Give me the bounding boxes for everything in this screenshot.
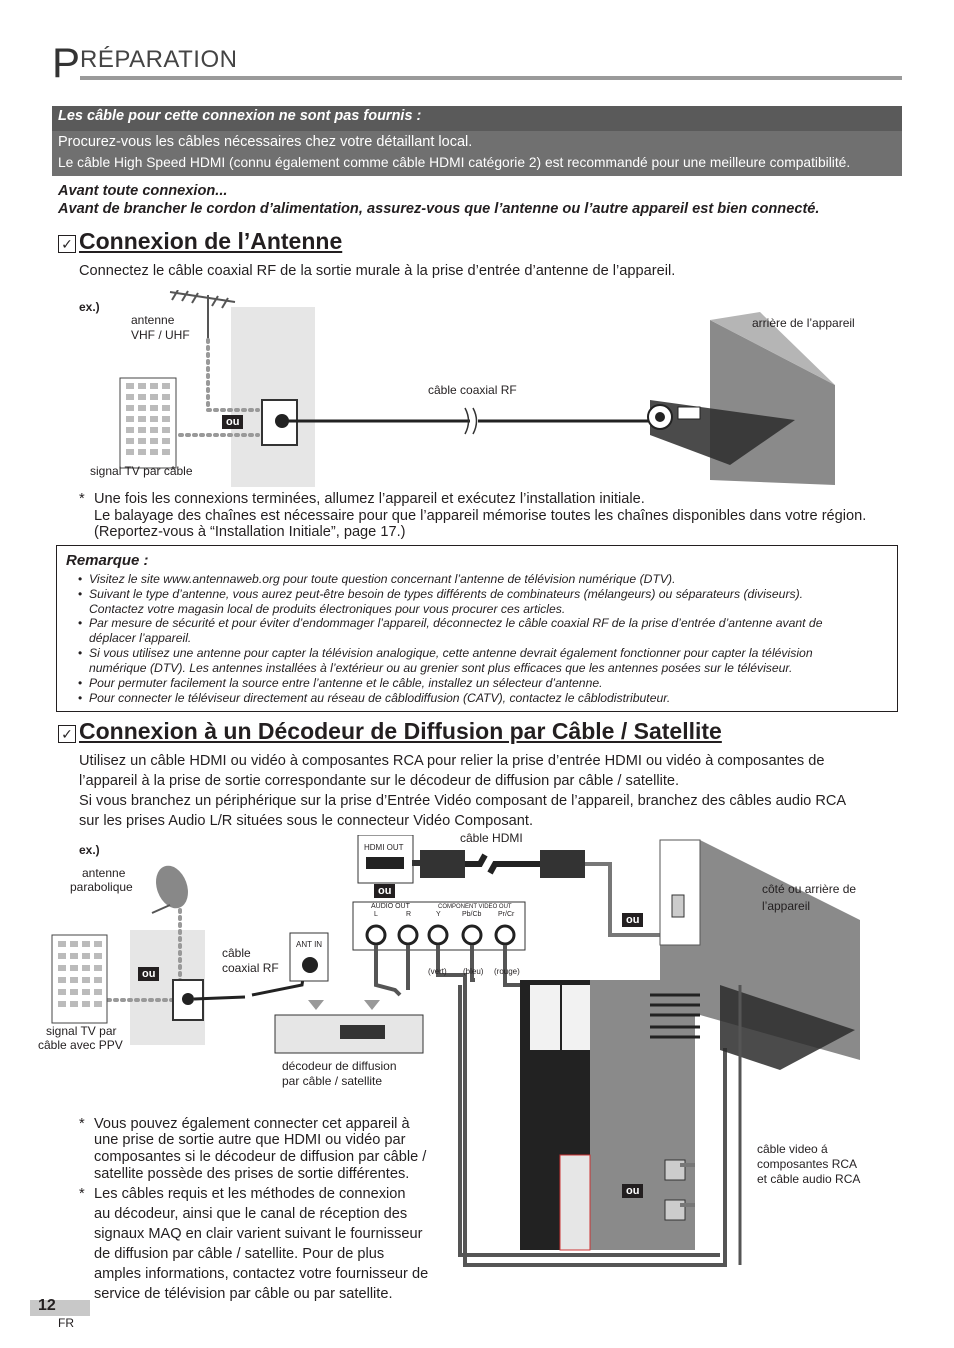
y-label: Y bbox=[436, 911, 441, 918]
header-initial: P bbox=[52, 39, 81, 86]
bullet: • bbox=[78, 572, 83, 586]
hdmi-plug bbox=[540, 850, 585, 878]
note-line1: Une fois les connexions terminées, allumez l’appareil et exécutez l’installation initiale. bbox=[94, 491, 645, 507]
remark-item: Contactez votre magasin local de produits électroniques pour vous procurer ces articles. bbox=[89, 602, 566, 616]
remark-title: Remarque : bbox=[66, 552, 149, 569]
blue-label: (bleu) bbox=[463, 967, 484, 976]
page-number: 12 bbox=[38, 1297, 56, 1314]
bullet: • bbox=[78, 616, 83, 630]
section-paragraph: l’appareil à la prise de sortie correspondante sur le décodeur de diffusion par câble / satellite. bbox=[79, 773, 680, 789]
remark-item: déplacer l’appareil. bbox=[89, 631, 192, 645]
cables-info-line2: Le câble High Speed HDMI (connu également comme câble HDMI catégorie 2) est recommandé pour une meilleure compatibilité. bbox=[58, 155, 851, 170]
note-line: Vous pouvez également connecter cet appareil à bbox=[94, 1116, 410, 1132]
or-badge: ou bbox=[138, 967, 159, 981]
or-badge: ou bbox=[622, 913, 643, 927]
rca-cable-label: câble video á bbox=[757, 1142, 828, 1156]
decoder-label-2: par câble / satellite bbox=[282, 1074, 383, 1088]
ant-in-label: ANT IN bbox=[296, 940, 323, 949]
note-line: service de télévision par câble ou par satellite. bbox=[94, 1286, 393, 1302]
remark-item: Visitez le site www.antennaweb.org pour toute question concernant l’antenne de télévision numérique (DTV). bbox=[89, 572, 676, 586]
section-title-antenna: Connexion de l’Antenne bbox=[79, 228, 343, 254]
section-title-decoder: Connexion à un Décodeur de Diffusion par Câble / Satellite bbox=[79, 718, 722, 744]
hdmi-plug bbox=[420, 850, 465, 878]
rca-cable-label-3: et câble audio RCA bbox=[757, 1172, 861, 1186]
note-line: composantes si le décodeur de diffusion par câble / bbox=[94, 1149, 427, 1165]
note-asterisk: * bbox=[79, 491, 85, 507]
note-asterisk: * bbox=[79, 1116, 85, 1132]
rca-cable-label-2: composantes RCA bbox=[757, 1157, 858, 1171]
header-rule bbox=[80, 76, 902, 80]
note-line: une prise de sortie autre que HDMI ou vidéo par bbox=[94, 1132, 406, 1148]
example-label: ex.) bbox=[79, 843, 100, 857]
dish-label: antenne bbox=[82, 866, 126, 880]
bullet: • bbox=[78, 646, 83, 660]
remark-item: Pour permuter facilement la source entre l’antenne et le câble, installez un sélecteur d’antenne. bbox=[89, 676, 603, 690]
decoder-label: décodeur de diffusion bbox=[282, 1059, 397, 1073]
audio-out-label: AUDIO OUT bbox=[371, 903, 410, 910]
pr-label: Pr/Cr bbox=[498, 911, 515, 918]
hdmi-cable-label: câble HDMI bbox=[460, 831, 523, 845]
rear-of-unit-label: arrière de l’appareil bbox=[752, 316, 855, 330]
note-asterisk: * bbox=[79, 1186, 85, 1202]
remark-item: Suivant le type d’antenne, vous aurez peut-être besoin de types différents de combinateurs (mélangeurs) ou séparateurs (diviseurs). bbox=[89, 587, 804, 601]
checkbox-icon: ✓ bbox=[58, 235, 76, 253]
remark-item: Si vous utilisez une antenne pour capter la télévision analogique, cette antenne devrait également fonctionner pour capter la télévision bbox=[89, 646, 813, 660]
bullet: • bbox=[78, 691, 83, 705]
note-line2: Le balayage des chaînes est nécessaire pour que l’appareil mémorise toutes les chaînes disponibles dans votre région. bbox=[94, 508, 867, 524]
section-paragraph: Si vous branchez un périphérique sur la prise d’Entrée Vidéo composant de l’appareil, branchez des câbles audio RCA bbox=[79, 793, 847, 809]
cables-info-line1: Procurez-vous les câbles nécessaires chez votre détaillant local. bbox=[58, 134, 473, 150]
page-title: RÉPARATION bbox=[80, 46, 238, 73]
checkbox-icon: ✓ bbox=[58, 725, 76, 743]
section-paragraph: Utilisez un câble HDMI ou vidéo à composantes RCA pour relier la prise d’entrée HDMI ou vidéo à composantes de bbox=[79, 753, 825, 769]
red-label: (rouge) bbox=[494, 967, 520, 976]
coax-label: câble bbox=[222, 946, 251, 960]
remark-item: Pour connecter le téléviseur directement au réseau de câblodiffusion (CATV), contactez le câblodistributeur. bbox=[89, 691, 671, 705]
language-code: FR bbox=[58, 1316, 74, 1330]
note-line: signaux MAQ en clair varient suivant le fournisseur bbox=[94, 1226, 423, 1242]
note-line: au décodeur, ainsi que le canal de réception des bbox=[94, 1206, 408, 1222]
or-badge: ou bbox=[622, 1184, 643, 1198]
audio-l-label: L bbox=[374, 911, 378, 918]
side-of-unit-label-2: l’appareil bbox=[762, 899, 811, 913]
bullet: • bbox=[78, 676, 83, 690]
pb-label: Pb/Cb bbox=[462, 911, 482, 918]
cables-info-title: Les câble pour cette connexion ne sont pas fournis : bbox=[58, 108, 422, 124]
section-paragraph: sur les prises Audio L/R situées sous le connecteur Vidéo Composant. bbox=[79, 813, 534, 829]
side-of-unit-label: côté ou arrière de bbox=[762, 882, 857, 896]
component-out-label: COMPONENT VIDEO OUT bbox=[438, 904, 512, 910]
note-line: amples informations, contactez votre fournisseur de bbox=[94, 1266, 429, 1282]
note-line: de diffusion par câble / satellite. Pour de plus bbox=[94, 1246, 385, 1262]
note-line: satellite possède des prises de sortie différentes. bbox=[94, 1166, 410, 1182]
remark-item: Par mesure de sécurité et pour éviter d’endommager l’appareil, déconnectez le câble coaxial RF de la prise d’entrée d’antenne avant de bbox=[89, 616, 823, 630]
example-label: ex.) bbox=[79, 300, 100, 314]
remark-item: numérique (DTV). Les antennes installées à l’extérieur ou au grenier sont plus efficaces que les antennes posées sur le téléviseur. bbox=[89, 661, 793, 675]
cable-tv-signal-label: signal TV par câble bbox=[90, 464, 193, 478]
section-intro-antenna: Connectez le câble coaxial RF de la sortie murale à la prise d’entrée d’antenne de l’appareil. bbox=[79, 263, 676, 279]
coax-cable-label: câble coaxial RF bbox=[428, 383, 517, 397]
before-connection-warning: Avant de brancher le cordon d’alimentation, assurez-vous que l’antenne ou l’autre appareil est bien connecté. bbox=[58, 201, 820, 217]
note-line: Les câbles requis et les méthodes de connexion bbox=[94, 1186, 406, 1202]
hdmi-out-label: HDMI OUT bbox=[364, 843, 404, 852]
dish-label-2: parabolique bbox=[70, 880, 133, 894]
audio-r-label: R bbox=[406, 911, 412, 918]
green-label: (vert) bbox=[428, 967, 447, 976]
or-badge: ou bbox=[222, 415, 243, 429]
or-badge: ou bbox=[374, 884, 395, 898]
hdmi-cable bbox=[465, 855, 540, 873]
bullet: • bbox=[78, 587, 83, 601]
satellite-dish-icon bbox=[150, 861, 193, 913]
ppv-signal-label-2: câble avec PPV bbox=[38, 1038, 123, 1052]
wall-panel bbox=[231, 307, 315, 487]
coax-label-2: coaxial RF bbox=[222, 961, 279, 975]
note-line3: (Reportez-vous à “Installation Initiale”, page 17.) bbox=[94, 524, 406, 540]
antenna-type-label: VHF / UHF bbox=[131, 328, 190, 342]
before-connection-title: Avant toute connexion... bbox=[58, 183, 228, 199]
antenna-label: antenne bbox=[131, 313, 175, 327]
ppv-signal-label: signal TV par bbox=[46, 1024, 117, 1038]
